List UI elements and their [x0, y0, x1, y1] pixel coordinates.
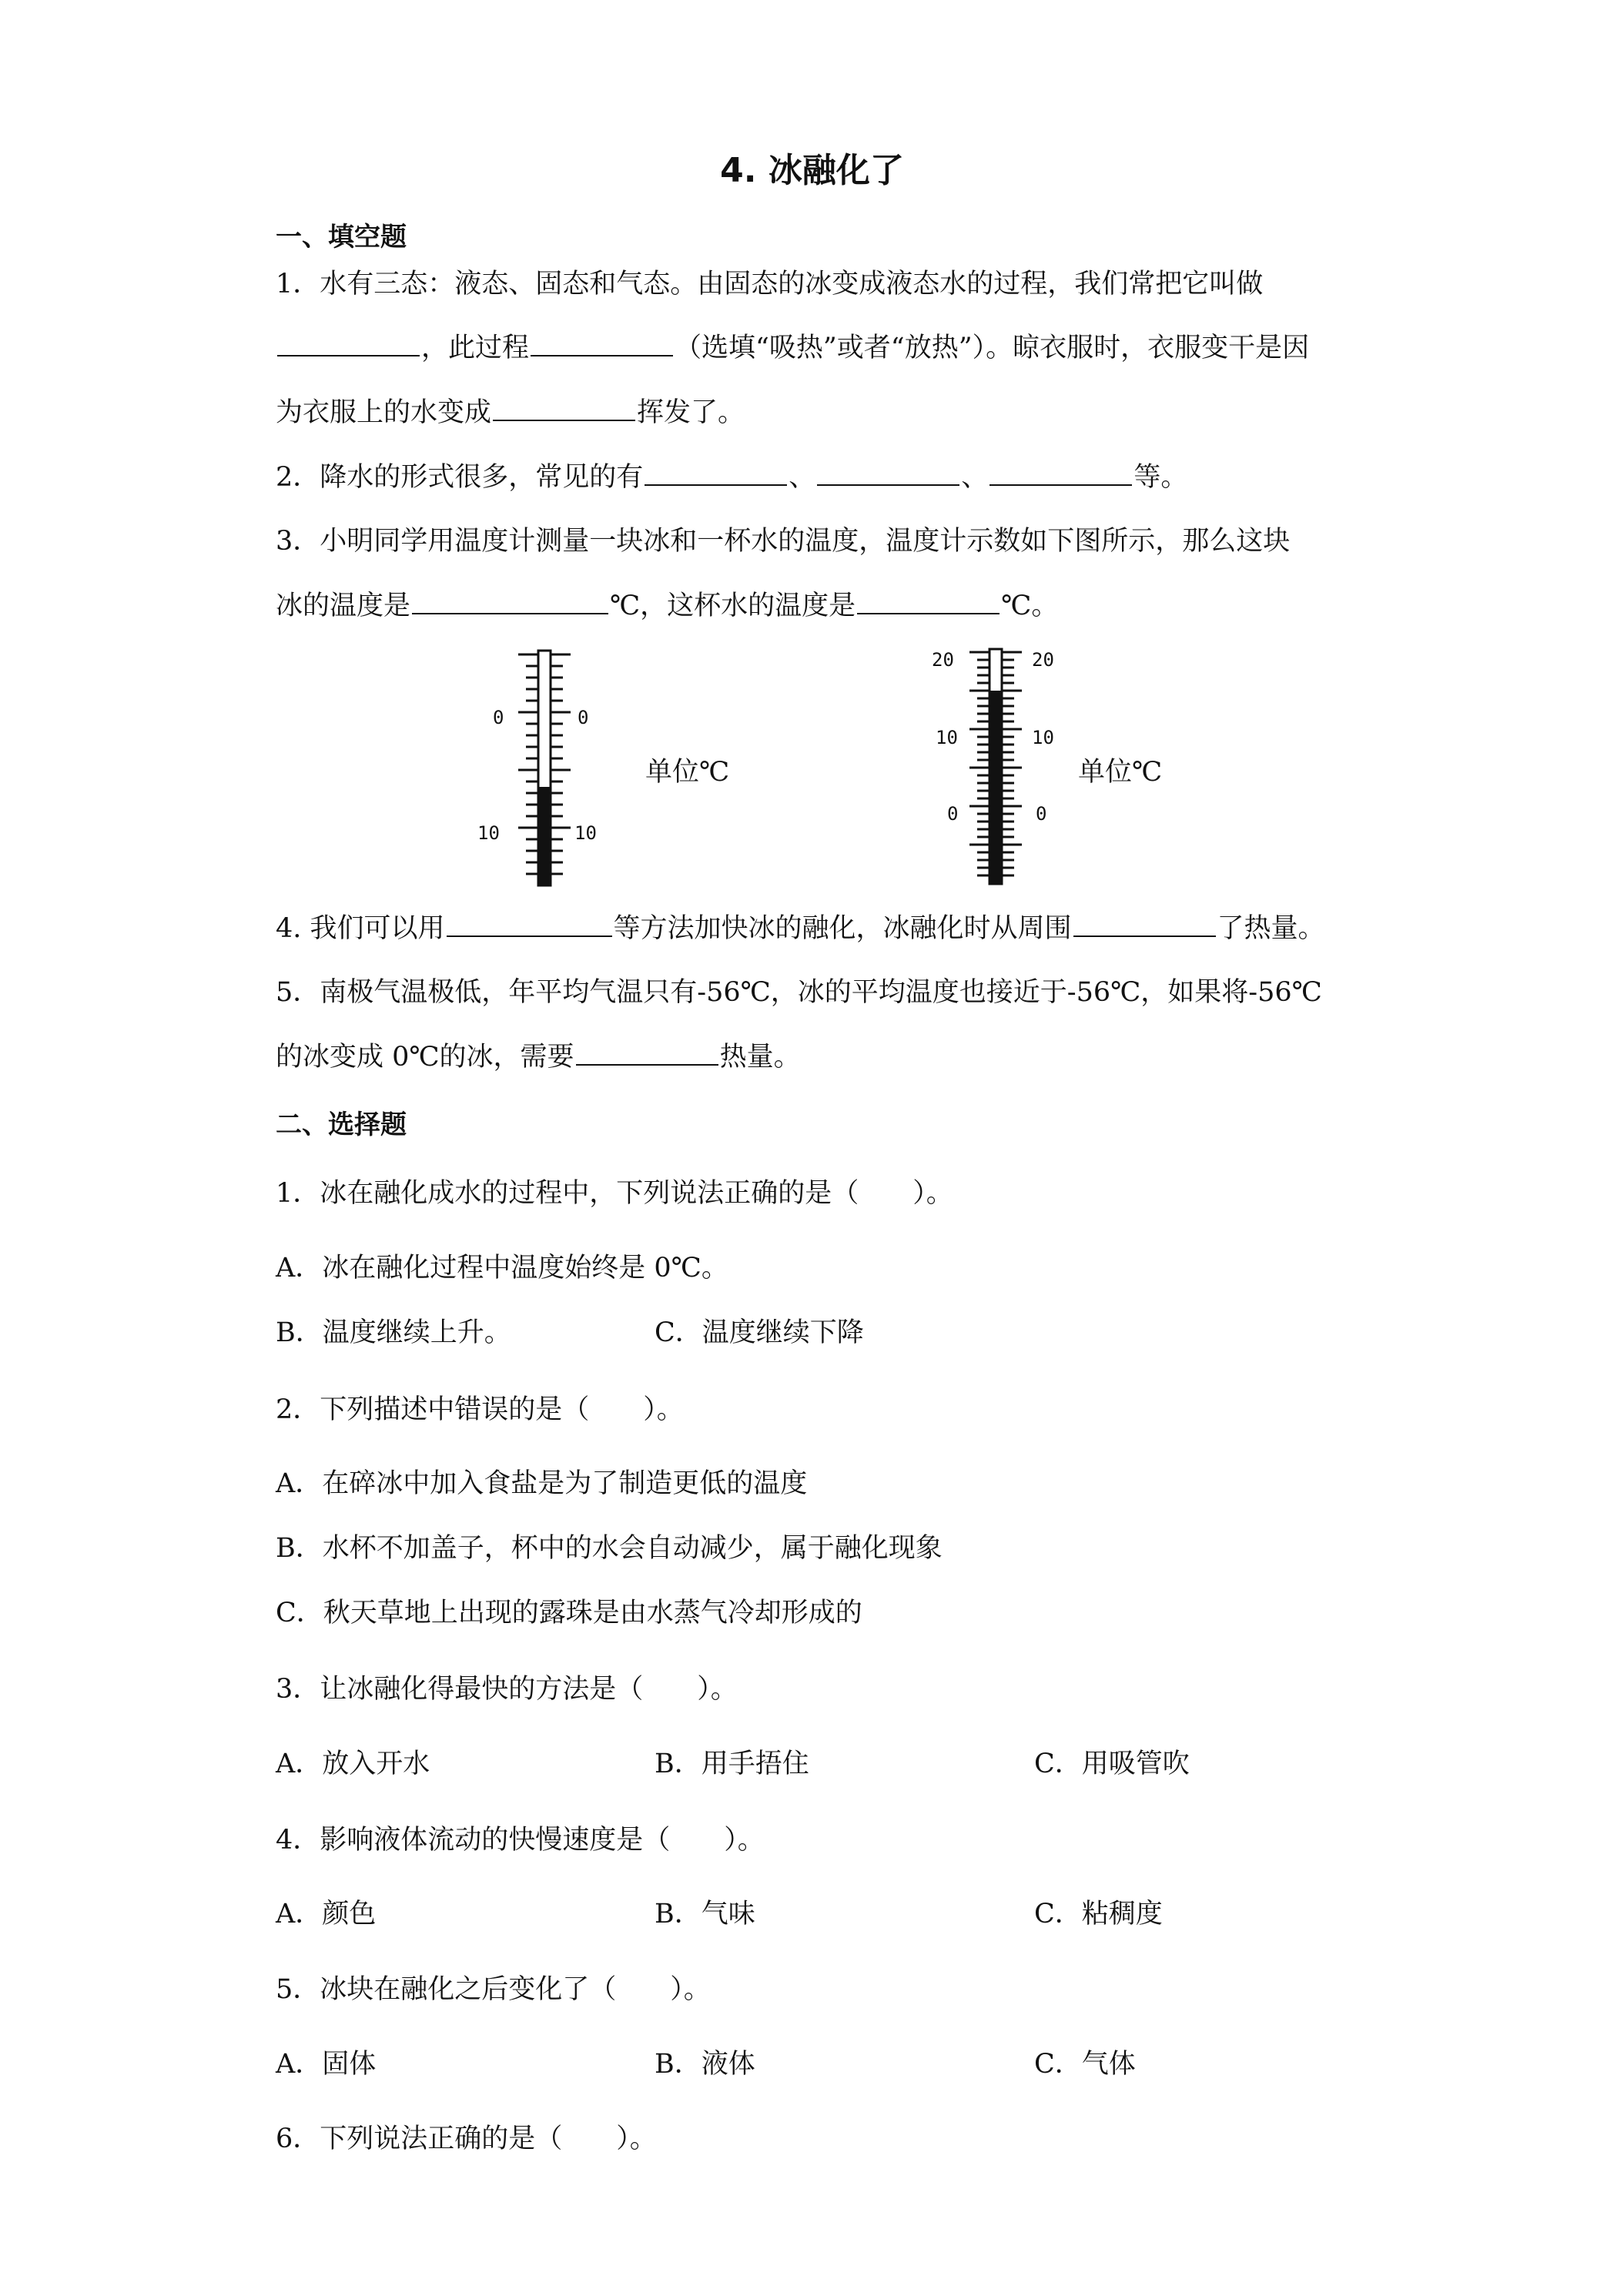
thermometer-ice-label-left-0: 0: [493, 707, 504, 728]
fill-q3-line2: [276, 587, 1058, 624]
choice-q1-stem: 1．冰在融化成水的过程中，下列说法正确的是（ ）。: [276, 1178, 953, 1209]
thermometer-ice: [477, 647, 616, 889]
thermometer-ice-label-left-10: 10: [477, 822, 500, 844]
answer-blank[interactable]: [645, 461, 787, 486]
thermometer-water: [928, 643, 1070, 889]
answer-blank[interactable]: [857, 590, 1000, 614]
fill-q5-line1: 5．南极气温极低，年平均气温只有-56℃，冰的平均温度也接近于-56℃，如果将-56℃: [276, 977, 1322, 1008]
thermometer-water-label-right-10: 10: [1032, 727, 1054, 748]
answer-blank[interactable]: [989, 461, 1132, 486]
text-segment: 热量。: [719, 1042, 801, 1073]
text-segment: 挥发了。: [637, 397, 745, 428]
thermometer-ice-label-right-10: 10: [574, 822, 597, 844]
choice-q6-stem: 6．下列说法正确的是（ ）。: [276, 2124, 657, 2154]
choice-q3-stem: 3．让冰融化得最快的方法是（ ）。: [276, 1674, 738, 1705]
choice-q2-stem: 2．下列描述中错误的是（ ）。: [276, 1394, 684, 1425]
fill-q3-line1: 3．小明同学用温度计测量一块冰和一杯水的温度，温度计示数如下图所示，那么这块: [276, 526, 1291, 557]
choice-q3-option-b[interactable]: B．用手捂住: [655, 1749, 809, 1779]
choice-q4-option-c[interactable]: C．粘稠度: [1034, 1899, 1163, 1930]
thermometer-ice-liquid: [538, 787, 551, 885]
text-segment: 2．降水的形式很多，常见的有: [276, 462, 644, 493]
choice-q2-option-c[interactable]: C．秋天草地上出现的露珠是由水蒸气冷却形成的: [276, 1598, 862, 1628]
answer-blank[interactable]: [1073, 912, 1216, 937]
section1-heading: 一、填空题: [276, 222, 407, 253]
fill-q5-line2: [276, 1039, 801, 1076]
choice-q2-option-a[interactable]: A．在碎冰中加入食盐是为了制造更低的温度: [276, 1468, 808, 1499]
fill-q2: [276, 459, 1187, 496]
thermometer-water-label-right-20: 20: [1032, 649, 1054, 671]
thermometer-water-label-left-10: 10: [936, 727, 958, 748]
fill-q1-line1: 1．水有三态：液态、固态和气态。由固态的冰变成液态水的过程，我们常把它叫做: [276, 269, 1264, 300]
choice-q1-option-c[interactable]: C．温度继续下降: [655, 1317, 864, 1348]
text-segment: 了热量。: [1217, 913, 1325, 944]
choice-q4-stem: 4．影响液体流动的快慢速度是（ ）。: [276, 1825, 765, 1856]
choice-q2-option-b[interactable]: B．水杯不加盖子，杯中的水会自动减少，属于融化现象: [276, 1533, 943, 1564]
answer-blank[interactable]: [817, 461, 959, 486]
choice-q5-option-c[interactable]: C．气体: [1034, 2049, 1136, 2080]
fill-q4: [276, 910, 1325, 947]
answer-blank[interactable]: [531, 332, 673, 356]
thermometer-water-label-left-20: 20: [932, 649, 954, 671]
thermometer-water-unit: 单位℃: [1078, 757, 1163, 788]
text-segment: 等方法加快冰的融化，冰融化时从周围: [613, 913, 1072, 944]
fill-q1-line3: [276, 394, 745, 431]
thermometer-ice-label-right-0: 0: [578, 707, 589, 728]
choice-q4-option-b[interactable]: B．气味: [655, 1899, 755, 1930]
thermometer-water-label-right-0: 0: [1036, 803, 1047, 825]
answer-blank[interactable]: [447, 912, 612, 937]
text-segment: 冰的温度是: [276, 591, 411, 621]
text-segment: ，此过程: [421, 333, 530, 363]
thermometer-water-liquid: [989, 691, 1002, 884]
text-segment: 4. 我们可以用: [276, 913, 445, 944]
text-segment: ℃，这杯水的温度是: [610, 591, 856, 621]
answer-blank[interactable]: [576, 1041, 718, 1066]
text-segment: 为衣服上的水变成: [276, 397, 492, 428]
choice-q3-option-a[interactable]: A．放入开水: [276, 1749, 430, 1779]
thermometer-ice-unit: 单位℃: [645, 757, 730, 788]
text-segment: （选填“吸热”或者“放热”）。晾衣服时，衣服变干是因: [675, 333, 1310, 363]
section2-heading: 二、选择题: [276, 1110, 407, 1140]
text-segment: 、: [789, 462, 816, 493]
choice-q1-option-a[interactable]: A．冰在融化过程中温度始终是 0℃。: [276, 1253, 728, 1284]
text-segment: 的冰变成 0℃的冰，需要: [276, 1042, 574, 1073]
choice-q5-option-b[interactable]: B．液体: [655, 2049, 755, 2080]
text-segment: 等。: [1133, 462, 1188, 493]
choice-q5-stem: 5．冰块在融化之后变化了（ ）。: [276, 1974, 711, 2005]
text-segment: ℃。: [1001, 591, 1059, 621]
choice-q3-option-c[interactable]: C．用吸管吹: [1034, 1749, 1190, 1779]
choice-q5-option-a[interactable]: A．固体: [276, 2049, 377, 2080]
thermometer-water-label-left-0: 0: [947, 803, 959, 825]
fill-q1-line2: [276, 330, 1309, 366]
text-segment: 、: [961, 462, 989, 493]
choice-q4-option-a[interactable]: A．颜色: [276, 1899, 377, 1930]
answer-blank[interactable]: [412, 590, 608, 614]
answer-blank[interactable]: [493, 397, 635, 421]
choice-q1-option-b[interactable]: B．温度继续上升。: [276, 1317, 511, 1348]
page-title: 4. 冰融化了: [720, 151, 904, 190]
answer-blank[interactable]: [277, 332, 420, 356]
